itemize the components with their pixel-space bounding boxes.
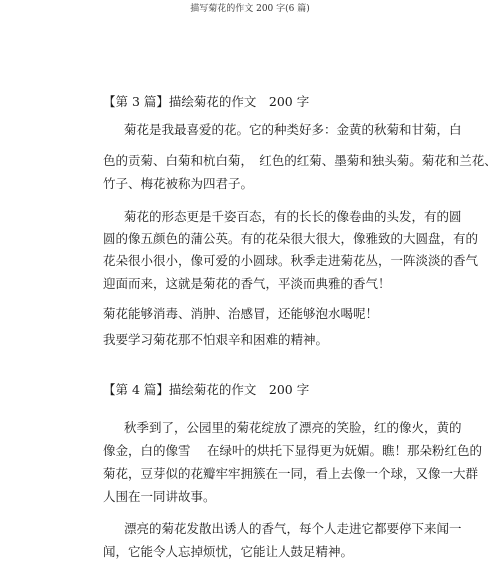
s3-p3-line-1: 菊花能够消毒、消肿、治感冒，还能够泡水喝呢！ — [103, 306, 379, 321]
s4-p1-line-2: 像金，白的像雪 在绿叶的烘托下显得更为妩媚。瞧！那朵粉红色的 — [103, 443, 482, 458]
s4-p2-line-1: 漂亮的菊花发散出诱人的香气，每个人走进它都要停下来闻一 — [124, 521, 462, 536]
s3-p2-line-1: 菊花的形态更是千姿百态，有的长长的像卷曲的头发，有的圆 — [124, 209, 462, 224]
section-4-heading: 【第 4 篇】描绘菊花的作文 200 字 — [103, 382, 310, 397]
section-3-heading: 【第 3 篇】描绘菊花的作文 200 字 — [103, 94, 310, 109]
s3-p4-line-1: 我要学习菊花那不怕艰辛和困难的精神。 — [103, 332, 329, 347]
s4-p1-line-1: 秋季到了，公园里的菊花绽放了漂亮的笑脸，红的像火，黄的 — [124, 420, 462, 435]
s3-p2-line-2: 圆的像五颜色的蒲公英。有的花朵很大很大，像雅致的大圆盘，有的 — [103, 231, 479, 246]
s3-p1-line-2: 色的贡菊、白菊和杭白菊， 红色的红菊、墨菊和独头菊。菊花和兰花、 — [103, 153, 497, 168]
s4-p1-line-3: 菊花，豆芽似的花瓣牢牢拥簇在一同，看上去像一个球，又像一大群 — [103, 466, 479, 481]
s3-p2-line-4: 迎面而来，这就是菊花的香气，平淡而典雅的香气！ — [103, 276, 391, 291]
document-title: 描写菊花的作文 200 字(6 篇) — [190, 4, 310, 14]
s3-p2-line-3: 花朵很小很小，像可爱的小圆球。秋季走进菊花丛，一阵淡淡的香气 — [103, 253, 479, 268]
s3-p1-line-3: 竹子、梅花被称为四君子。 — [103, 176, 254, 191]
s4-p2-line-2: 闻，它能令人忘掉烦忧，它能让人鼓足精神。 — [103, 544, 354, 559]
s4-p1-line-4: 人围在一同讲故事。 — [103, 489, 216, 504]
s3-p1-line-1: 菊花是我最喜爱的花。它的种类好多：金黄的秋菊和甘菊，白 — [124, 122, 462, 137]
